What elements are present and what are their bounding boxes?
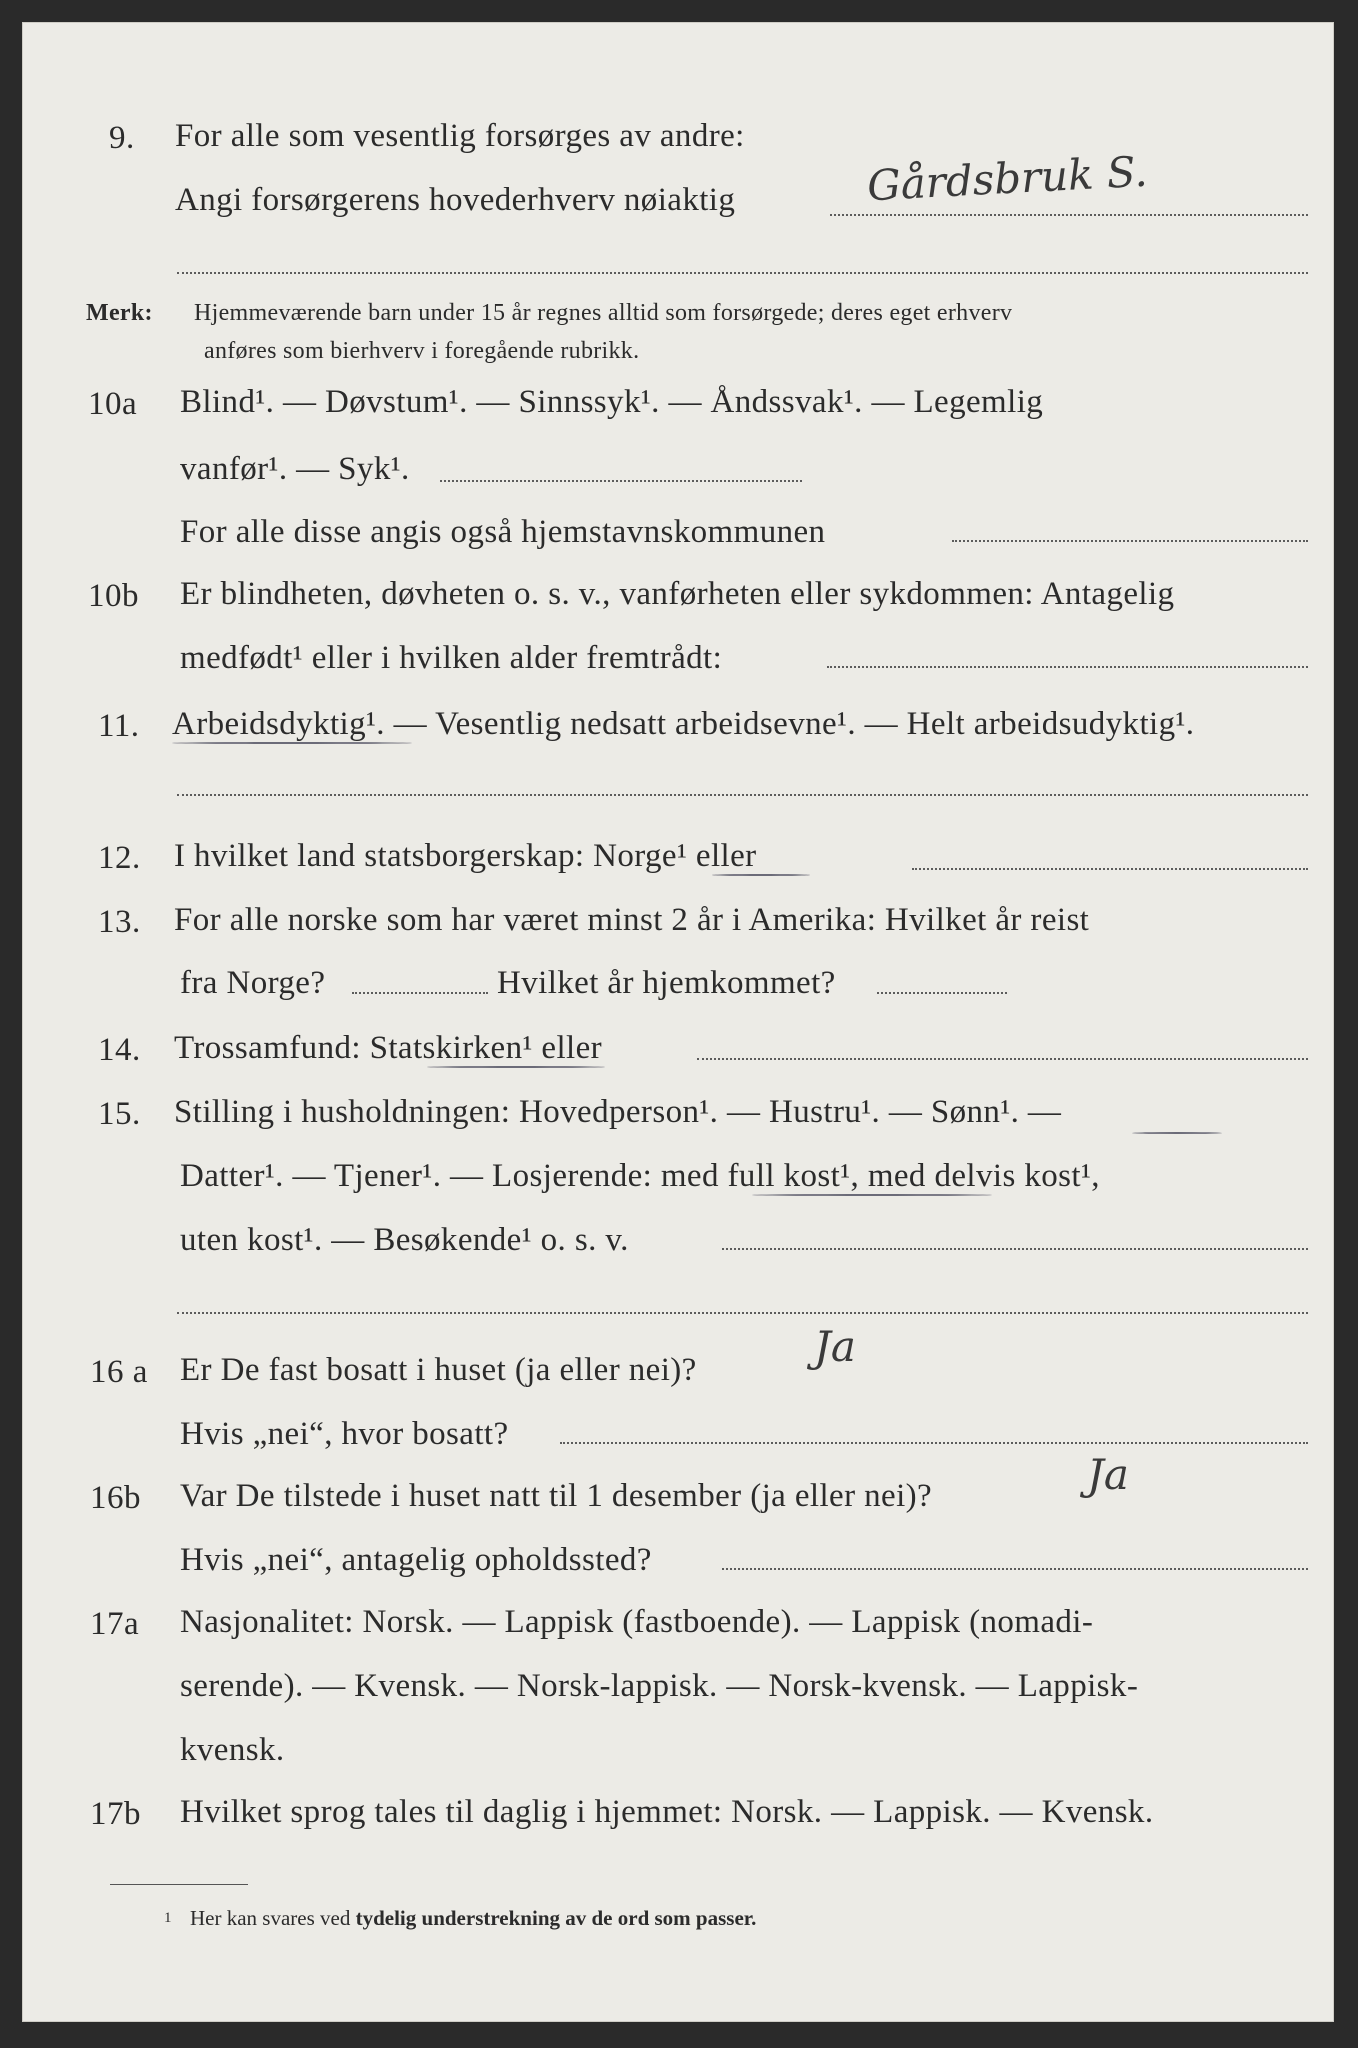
q13-line2-reist: fra Norge? [180,965,326,1001]
q12-answer-line[interactable] [912,868,1308,870]
q16b-line1: Var De tilstede i huset natt til 1 desember (ja eller nei)? [180,1478,933,1514]
q15-line3: uten kost¹. — Besøkende¹ o. s. v. [180,1222,629,1258]
q14-handwritten-underline [427,1066,605,1068]
footnote-text [190,1906,756,1931]
q15-full-kost-underline [752,1194,992,1196]
q10a-line3: For alle disse angis også hjemstavnskommunen [180,514,826,550]
q13-number: 13. [98,904,141,940]
footnote-mark: 1 [164,1910,172,1926]
census-form-page [22,22,1334,2022]
q15-sonn-underline [1132,1132,1222,1134]
q13-line2-hjemkommet: Hvilket år hjemkommet? [497,965,836,1001]
q15-extra-answer-line[interactable] [177,1312,1308,1314]
q10b-line1: Er blindheten, døvheten o. s. v., vanførheten eller sykdommen: Antagelig [180,576,1175,612]
q15-answer-line[interactable] [722,1248,1308,1250]
q11-number: 11. [98,708,140,744]
q10b-answer-line[interactable] [827,666,1308,668]
q12-line1: I hvilket land statsborgerskap: Norge¹ eller [174,838,757,874]
q10b-number: 10b [88,578,139,614]
q9-extra-answer-line[interactable] [177,272,1308,274]
q10b-line2: medfødt¹ eller i hvilken alder fremtrådt: [180,640,723,676]
footnote-text-plain: Her kan svares ved [190,1906,351,1930]
q15-line1: Stilling i husholdningen: Hovedperson¹. — Hustru¹. — Sønn¹. — [174,1094,1062,1130]
q13-hjemkommet-answer-line[interactable] [877,992,1007,994]
q10a-hjemstavn-answer-line[interactable] [952,540,1308,542]
q13-reist-answer-line[interactable] [352,992,488,994]
q11-answer-line[interactable] [177,794,1308,796]
q16b-handwritten-answer: Ja [1087,1450,1129,1499]
q15-number: 15. [98,1096,141,1132]
footnote-text-bold: tydelig understrekning av de ord som passer. [355,1906,757,1930]
merk-text-line2: anføres som bierhverv i foregående rubrikk. [204,338,640,364]
q10a-line2: vanfør¹. — Syk¹. [180,451,410,487]
q9-number: 9. [109,120,135,156]
q16a-bosatt-answer-line[interactable] [560,1442,1308,1444]
q12-handwritten-underline [712,874,810,876]
merk-label: Merk: [86,300,153,326]
q10a-syk-answer-line[interactable] [440,480,802,482]
q17a-line1: Nasjonalitet: Norsk. — Lappisk (fastboende). — Lappisk (nomadi- [180,1604,1094,1640]
q14-answer-line[interactable] [697,1058,1308,1060]
q14-line1: Trossamfund: Statskirken¹ eller [174,1030,603,1066]
q16b-opholdssted-answer-line[interactable] [722,1568,1308,1570]
q9-handwritten-answer: Gårdsbruk S. [865,146,1149,211]
q16a-number: 16 a [90,1354,148,1390]
q11-handwritten-underline [172,742,412,744]
q16b-line2: Hvis „nei“, antagelig opholdssted? [180,1542,652,1578]
q17b-line1: Hvilket sprog tales til daglig i hjemmet: Norsk. — Lappisk. — Kvensk. [180,1794,1154,1830]
q13-line1: For alle norske som har været minst 2 år i Amerika: Hvilket år reist [174,902,1090,938]
q12-number: 12. [98,840,141,876]
q16b-number: 16b [90,1480,141,1516]
q17a-line2: serende). — Kvensk. — Norsk-lappisk. — Norsk-kvensk. — Lappisk- [180,1668,1139,1704]
q9-question-line1: For alle som vesentlig forsørges av andre: [175,118,745,154]
footnote-rule [110,1884,248,1885]
q10a-number: 10a [88,386,138,422]
q16a-line2: Hvis „nei“, hvor bosatt? [180,1416,509,1452]
q9-answer-line[interactable] [830,214,1308,216]
q11-line1: Arbeidsdyktig¹. — Vesentlig nedsatt arbeidsevne¹. — Helt arbeidsudyktig¹. [172,706,1195,742]
q16a-line1: Er De fast bosatt i huset (ja eller nei)? [180,1352,697,1388]
merk-text-line1: Hjemmeværende barn under 15 år regnes alltid som forsørgede; deres eget erhverv [194,300,1013,326]
q17a-number: 17a [90,1606,140,1642]
q17a-line3: kvensk. [180,1732,285,1768]
q17b-number: 17b [90,1796,141,1832]
q14-number: 14. [98,1032,141,1068]
q16a-handwritten-answer: Ja [814,1322,856,1371]
q9-question-line2: Angi forsørgerens hovederhverv nøiaktig [175,182,736,218]
q15-line2: Datter¹. — Tjener¹. — Losjerende: med full kost¹, med delvis kost¹, [180,1158,1100,1194]
q10a-line1: Blind¹. — Døvstum¹. — Sinnssyk¹. — Åndssvak¹. — Legemlig [180,384,1044,420]
